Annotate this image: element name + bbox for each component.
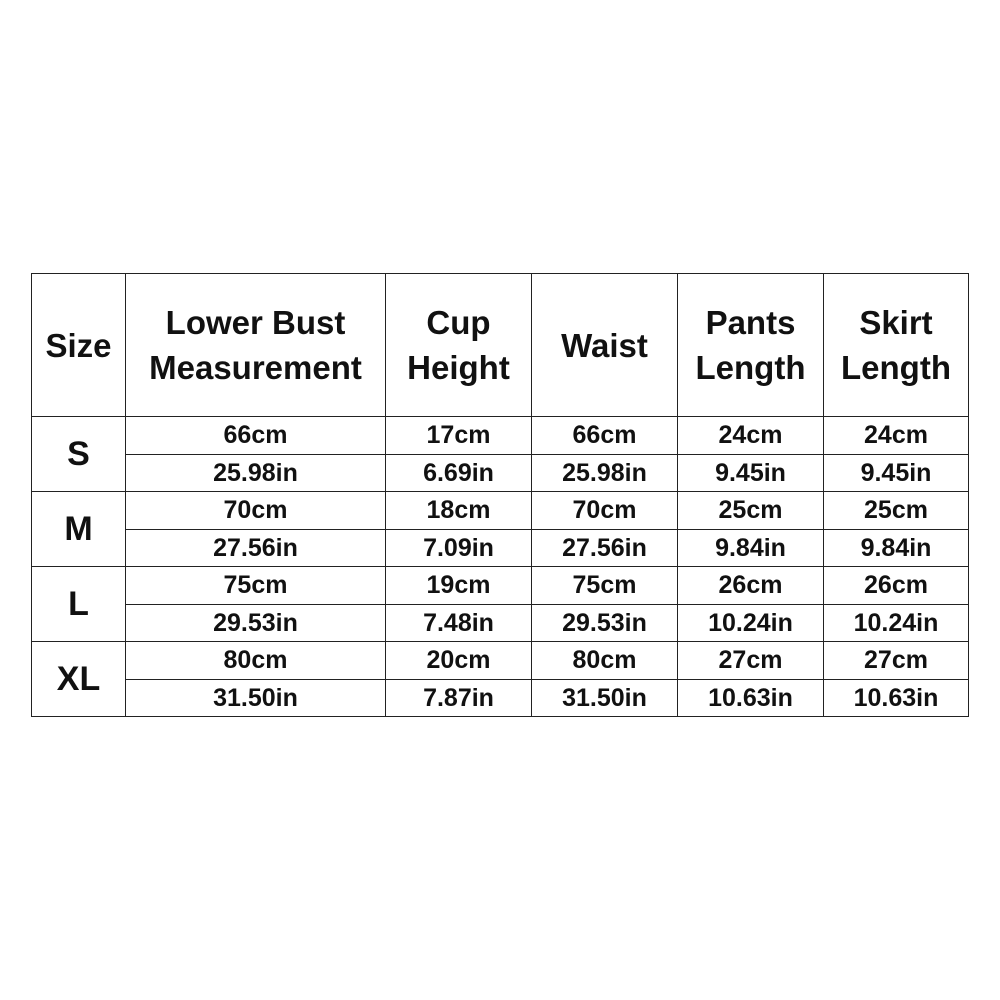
cell-lower-bust-in: 27.56in <box>126 529 386 567</box>
cell-cup-height-cm: 20cm <box>386 642 532 680</box>
cell-cup-height-in: 6.69in <box>386 454 532 492</box>
table-row-s-cm <box>32 417 969 455</box>
size-chart-table <box>31 273 969 717</box>
table-row-l-in <box>32 604 969 642</box>
table-row-s-in <box>32 454 969 492</box>
cell-cup-height-cm: 19cm <box>386 567 532 605</box>
cell-cup-height-cm: 18cm <box>386 492 532 530</box>
cell-pants-length-in: 10.24in <box>678 604 824 642</box>
cell-waist-in: 27.56in <box>532 529 678 567</box>
cell-cup-height-in: 7.09in <box>386 529 532 567</box>
cell-skirt-length-in: 9.84in <box>824 529 969 567</box>
cell-skirt-length-in: 9.45in <box>824 454 969 492</box>
cell-waist-cm: 75cm <box>532 567 678 605</box>
cell-lower-bust-cm: 66cm <box>126 417 386 455</box>
size-label-l: L <box>32 567 126 642</box>
cell-lower-bust-cm: 70cm <box>126 492 386 530</box>
header-size: Size <box>32 274 126 417</box>
size-label-m: M <box>32 492 126 567</box>
cell-pants-length-in: 9.45in <box>678 454 824 492</box>
header-waist: Waist <box>532 274 678 417</box>
cell-pants-length-in: 10.63in <box>678 679 824 717</box>
cell-pants-length-cm: 25cm <box>678 492 824 530</box>
table-row-m-cm <box>32 492 969 530</box>
header-cup-height: Cup Height <box>386 274 532 417</box>
cell-waist-cm: 80cm <box>532 642 678 680</box>
cell-waist-cm: 70cm <box>532 492 678 530</box>
header-pants-length: Pants Length <box>678 274 824 417</box>
cell-skirt-length-in: 10.24in <box>824 604 969 642</box>
table-row-m-in <box>32 529 969 567</box>
size-label-s: S <box>32 417 126 492</box>
cell-cup-height-cm: 17cm <box>386 417 532 455</box>
cell-skirt-length-cm: 26cm <box>824 567 969 605</box>
header-lower-bust: Lower Bust Measurement <box>126 274 386 417</box>
cell-lower-bust-in: 25.98in <box>126 454 386 492</box>
table-row-l-cm <box>32 567 969 605</box>
header-row <box>32 274 969 417</box>
cell-cup-height-in: 7.87in <box>386 679 532 717</box>
cell-skirt-length-cm: 24cm <box>824 417 969 455</box>
cell-pants-length-cm: 24cm <box>678 417 824 455</box>
cell-skirt-length-cm: 25cm <box>824 492 969 530</box>
cell-lower-bust-cm: 80cm <box>126 642 386 680</box>
cell-cup-height-in: 7.48in <box>386 604 532 642</box>
cell-waist-in: 29.53in <box>532 604 678 642</box>
cell-lower-bust-cm: 75cm <box>126 567 386 605</box>
cell-waist-in: 31.50in <box>532 679 678 717</box>
table-row-xl-cm <box>32 642 969 680</box>
cell-pants-length-in: 9.84in <box>678 529 824 567</box>
table-row-xl-in <box>32 679 969 717</box>
cell-waist-cm: 66cm <box>532 417 678 455</box>
cell-pants-length-cm: 26cm <box>678 567 824 605</box>
header-skirt-length: Skirt Length <box>824 274 969 417</box>
cell-skirt-length-in: 10.63in <box>824 679 969 717</box>
cell-skirt-length-cm: 27cm <box>824 642 969 680</box>
size-label-xl: XL <box>32 642 126 717</box>
cell-lower-bust-in: 31.50in <box>126 679 386 717</box>
cell-waist-in: 25.98in <box>532 454 678 492</box>
cell-pants-length-cm: 27cm <box>678 642 824 680</box>
cell-lower-bust-in: 29.53in <box>126 604 386 642</box>
